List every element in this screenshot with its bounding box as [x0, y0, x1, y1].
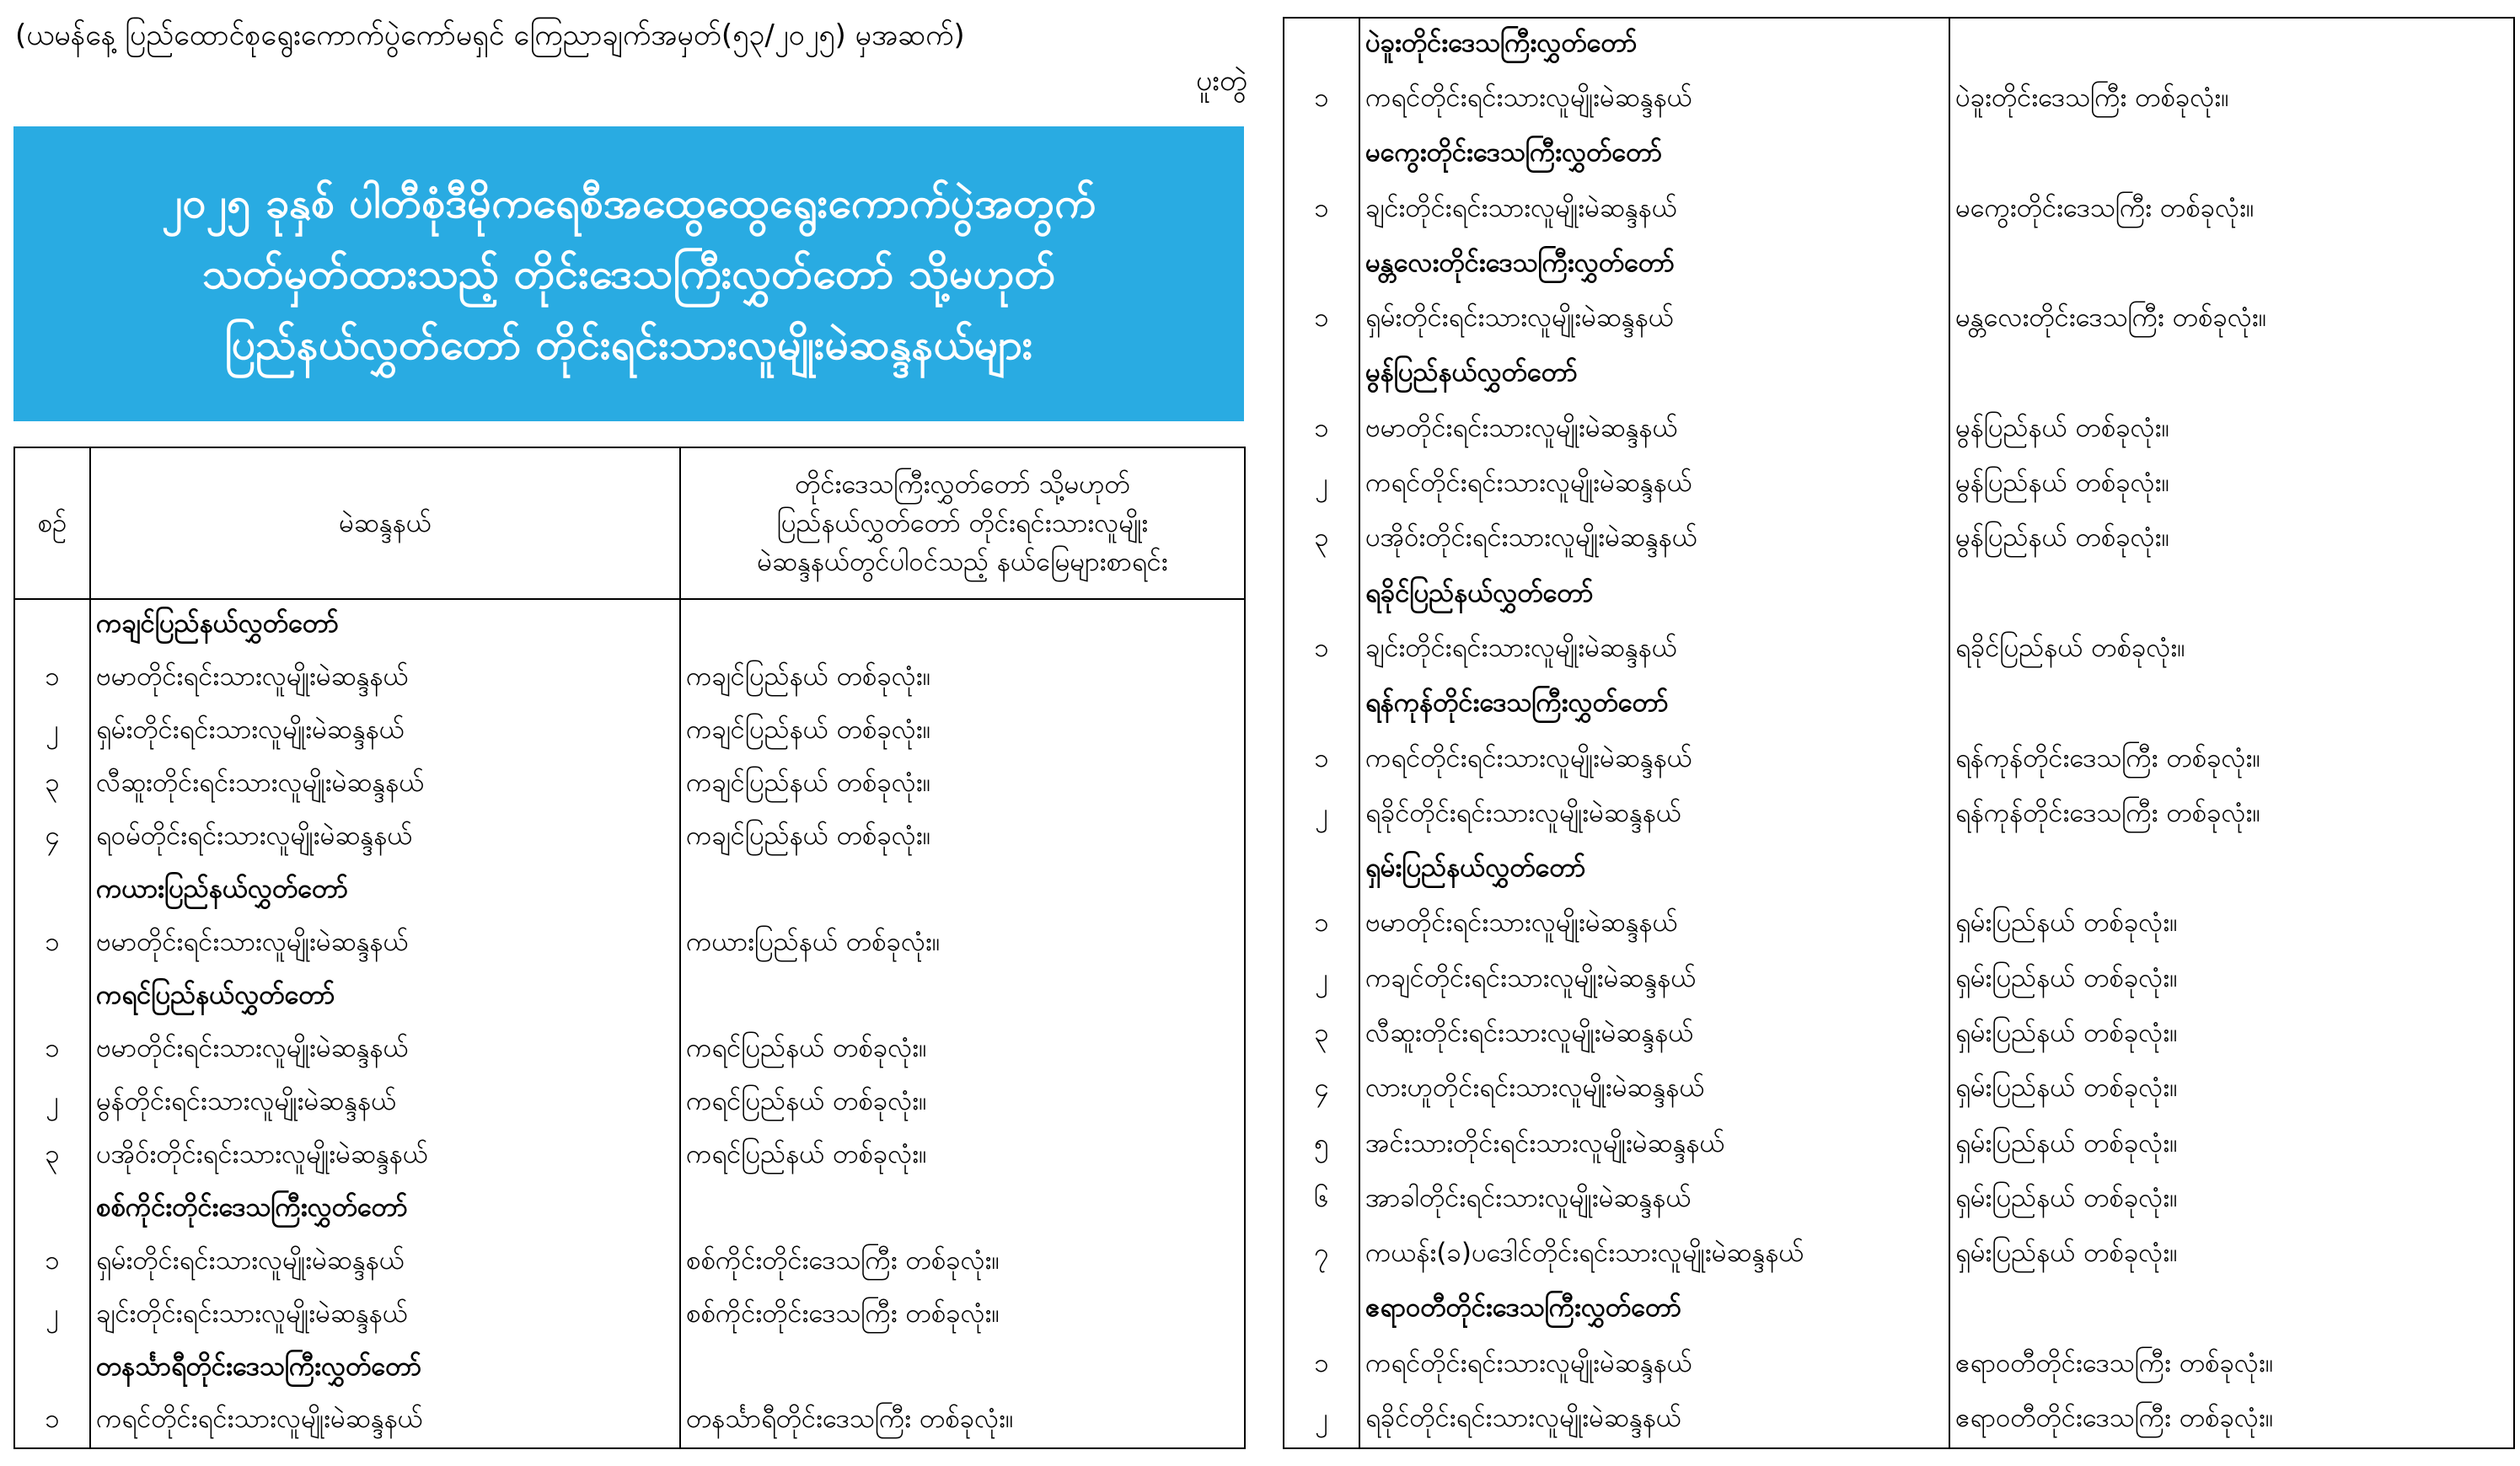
included-area: ကရင်ပြည်နယ် တစ်ခုလုံး။ [686, 1032, 927, 1063]
serial-number: ၂ [14, 705, 90, 758]
table-row [1284, 623, 2514, 677]
included-area: တနင်္သာရီတိုင်းဒေသကြီး တစ်ခုလုံး။ [686, 1404, 1014, 1434]
table-row [14, 1395, 1245, 1448]
section-serial-cell [1284, 238, 1359, 292]
included-area: ရှမ်းပြည်နယ် တစ်ခုလုံး။ [1955, 1073, 2178, 1104]
section-header-row [14, 971, 1245, 1024]
section-serial-cell [1284, 348, 1359, 403]
constituency-name: ဗမာတိုင်းရင်းသားလူမျိုးမဲဆန္ဒနယ် [90, 652, 680, 705]
section-title: ရှမ်းပြည်နယ်လွှတ်တော် [1359, 843, 1949, 897]
included-area: ပဲခူးတိုင်းဒေသကြီး တစ်ခုလုံး။ [1955, 82, 2229, 113]
included-area: ကချင်ပြည်နယ် တစ်ခုလုံး။ [686, 661, 931, 692]
table-row [14, 811, 1245, 864]
constituency-name: ကရင်တိုင်းရင်းသားလူမျိုးမဲဆန္ဒနယ် [1359, 72, 1949, 127]
table-row [1284, 788, 2514, 843]
serial-number: ၁ [1284, 733, 1359, 788]
serial-number: ၂ [14, 1289, 90, 1342]
serial-number: ၁ [14, 1024, 90, 1077]
section-area-cell [680, 1183, 1245, 1236]
included-area: ဧရာဝတီတိုင်းဒေသကြီး တစ်ခုလုံး။ [1955, 1402, 2274, 1433]
section-title: စစ်ကိုင်းတိုင်းဒေသကြီးလွှတ်တော် [90, 1183, 680, 1236]
table-row [1284, 513, 2514, 568]
section-header-row [14, 599, 1245, 652]
included-area: မွန်ပြည်နယ် တစ်ခုလုံး။ [1955, 468, 2169, 499]
constituency-name: ကရင်တိုင်းရင်းသားလူမျိုးမဲဆန္ဒနယ် [90, 1395, 680, 1448]
section-header-row [1284, 128, 2514, 183]
serial-number: ၁ [1284, 623, 1359, 677]
table-row [14, 705, 1245, 758]
serial-number: ၁ [1284, 1338, 1359, 1393]
table-row [1284, 1228, 2514, 1283]
included-area: ရှမ်းပြည်နယ် တစ်ခုလုံး။ [1955, 907, 2178, 939]
serial-number: ၅ [1284, 1118, 1359, 1173]
constituency-name: ကရင်တိုင်းရင်းသားလူမျိုးမဲဆန္ဒနယ် [1359, 1338, 1949, 1393]
serial-number: ၁ [1284, 898, 1359, 953]
included-area: ရှမ်းပြည်နယ် တစ်ခုလုံး။ [1955, 962, 2178, 993]
section-title: ရန်ကုန်တိုင်းဒေသကြီးလွှတ်တော် [1359, 678, 1949, 733]
table-row [14, 1130, 1245, 1183]
serial-number: ၆ [1284, 1173, 1359, 1228]
section-header-row [1284, 568, 2514, 623]
included-area: ကချင်ပြည်နယ် တစ်ခုလုံး။ [686, 714, 931, 745]
section-serial-cell [1284, 1283, 1359, 1338]
section-title: ကချင်ပြည်နယ်လွှတ်တော် [90, 599, 680, 652]
section-area-cell [680, 864, 1245, 918]
constituency-name: အင်းသားတိုင်းရင်းသားလူမျိုးမဲဆန္ဒနယ် [1359, 1118, 1949, 1173]
section-title: ပဲခူးတိုင်းဒေသကြီးလွှတ်တော် [1359, 18, 1949, 72]
constituency-name: လားဟူတိုင်းရင်းသားလူမျိုးမဲဆန္ဒနယ် [1359, 1063, 1949, 1118]
included-area: ကချင်ပြည်နယ် တစ်ခုလုံး။ [686, 767, 931, 798]
included-area: ရခိုင်ပြည်နယ် တစ်ခုလုံး။ [1955, 632, 2185, 663]
section-serial-cell [14, 1183, 90, 1236]
table-row [1284, 292, 2514, 347]
serial-number: ၃ [1284, 1008, 1359, 1062]
table-row [14, 1289, 1245, 1342]
included-area: မကွေးတိုင်းဒေသကြီး တစ်ခုလုံး။ [1955, 192, 2255, 223]
constituency-name: လီဆူးတိုင်းရင်းသားလူမျိုးမဲဆန္ဒနယ် [1359, 1008, 1949, 1062]
constituency-name: လီဆူးတိုင်းရင်းသားလူမျိုးမဲဆန္ဒနယ် [90, 758, 680, 811]
section-area-cell [1949, 1283, 2514, 1338]
serial-number: ၂ [1284, 457, 1359, 512]
table-body-left [14, 599, 1245, 1448]
section-serial-cell [14, 971, 90, 1024]
included-area: ကချင်ပြည်နယ် တစ်ခုလုံး။ [686, 820, 931, 851]
constituency-name: ကယန်း(ခ)ပဒေါင်တိုင်းရင်းသားလူမျိုးမဲဆန္ဒနယ် [1359, 1228, 1949, 1283]
included-area: မွန်ပြည်နယ် တစ်ခုလုံး။ [1955, 412, 2169, 443]
included-area: ရှမ်းပြည်နယ် တစ်ခုလုံး။ [1955, 1182, 2178, 1213]
table-row [14, 918, 1245, 971]
serial-number: ၁ [1284, 292, 1359, 347]
section-header-row [1284, 1283, 2514, 1338]
banner-title-line: သတ်မှတ်ထားသည့် တိုင်းဒေသကြီးလွှတ်တော် သို့မဟုတ် [201, 249, 1056, 298]
included-area: မန္တလေးတိုင်းဒေသကြီး တစ်ခုလုံး။ [1955, 302, 2267, 334]
serial-number: ၁ [14, 918, 90, 971]
section-header-row [1284, 238, 2514, 292]
section-area-cell [1949, 238, 2514, 292]
constituency-name: ဗမာတိုင်းရင်းသားလူမျိုးမဲဆန္ဒနယ် [90, 1024, 680, 1077]
constituency-name: ဗမာတိုင်းရင်းသားလူမျိုးမဲဆန္ဒနယ် [1359, 403, 1949, 457]
serial-number: ၁ [1284, 183, 1359, 238]
section-header-row [14, 1183, 1245, 1236]
section-header-row [1284, 348, 2514, 403]
section-serial-cell [14, 864, 90, 918]
constituency-name: အာခါတိုင်းရင်းသားလူမျိုးမဲဆန္ဒနယ် [1359, 1173, 1949, 1228]
banner-title-line: ၂၀၂၅ ခုနှစ် ပါတီစုံဒီမိုကရေစီအထွေထွေရွေးကောက်ပွဲအတွက် [162, 179, 1096, 227]
serial-number: ၃ [14, 1130, 90, 1183]
table-row [14, 652, 1245, 705]
table-row [1284, 1118, 2514, 1173]
header-areas-line: တိုင်းဒေသကြီးလွှတ်တော် သို့မဟုတ် [795, 469, 1130, 500]
constituency-table-left [13, 447, 1246, 1449]
constituency-name: ဗမာတိုင်းရင်းသားလူမျိုးမဲဆန္ဒနယ် [1359, 898, 1949, 953]
included-area: ကရင်ပြည်နယ် တစ်ခုလုံး။ [686, 1138, 927, 1169]
table-row [1284, 1063, 2514, 1118]
section-area-cell [1949, 128, 2514, 183]
table-row [14, 758, 1245, 811]
section-title: မွန်ပြည်နယ်လွှတ်တော် [1359, 348, 1949, 403]
section-serial-cell [1284, 568, 1359, 623]
table-body-right [1284, 18, 2514, 1448]
section-title: ကရင်ပြည်နယ်လွှတ်တော် [90, 971, 680, 1024]
constituency-name: ရှမ်းတိုင်းရင်းသားလူမျိုးမဲဆန္ဒနယ် [90, 705, 680, 758]
table-row [1284, 733, 2514, 788]
section-title: ဧရာဝတီတိုင်းဒေသကြီးလွှတ်တော် [1359, 1283, 1949, 1338]
constituency-table-right [1283, 17, 2515, 1449]
section-serial-cell [14, 599, 90, 652]
section-header-row [1284, 843, 2514, 897]
serial-number: ၂ [14, 1077, 90, 1130]
section-serial-cell [1284, 678, 1359, 733]
section-area-cell [1949, 843, 2514, 897]
serial-number: ၁ [14, 1395, 90, 1448]
section-serial-cell [14, 1342, 90, 1395]
constituency-name: ကရင်တိုင်းရင်းသားလူမျိုးမဲဆန္ဒနယ် [1359, 733, 1949, 788]
constituency-name: ရခိုင်တိုင်းရင်းသားလူမျိုးမဲဆန္ဒနယ် [1359, 788, 1949, 843]
serial-number: ၁ [1284, 72, 1359, 127]
table-row [14, 1236, 1245, 1289]
constituency-name: ကရင်တိုင်းရင်းသားလူမျိုးမဲဆန္ဒနယ် [1359, 457, 1949, 512]
section-title: ရခိုင်ပြည်နယ်လွှတ်တော် [1359, 568, 1949, 623]
serial-number: ၇ [1284, 1228, 1359, 1283]
section-area-cell [680, 599, 1245, 652]
included-area: ရန်ကုန်တိုင်းဒေသကြီး တစ်ခုလုံး။ [1955, 742, 2260, 773]
included-area: စစ်ကိုင်းတိုင်းဒေသကြီး တစ်ခုလုံး။ [686, 1297, 1000, 1329]
table-row [1284, 72, 2514, 127]
included-area: ရှမ်းပြည်နယ် တစ်ခုလုံး။ [1955, 1238, 2178, 1269]
table-header-row [14, 447, 1245, 599]
section-title: မန္တလေးတိုင်းဒေသကြီးလွှတ်တော် [1359, 238, 1949, 292]
section-title: ကယားပြည်နယ်လွှတ်တော် [90, 864, 680, 918]
table-row [1284, 403, 2514, 457]
section-area-cell [680, 1342, 1245, 1395]
table-row [1284, 1008, 2514, 1062]
included-area: မွန်ပြည်နယ် တစ်ခုလုံး။ [1955, 522, 2169, 554]
section-header-row [1284, 18, 2514, 72]
constituency-name: ပအိုဝ်းတိုင်းရင်းသားလူမျိုးမဲဆန္ဒနယ် [1359, 513, 1949, 568]
constituency-name: ရှမ်းတိုင်းရင်းသားလူမျိုးမဲဆန္ဒနယ် [1359, 292, 1949, 347]
serial-number: ၃ [1284, 513, 1359, 568]
header-areas-line: ပြည်နယ်လွှတ်တော် တိုင်းရင်းသားလူမျိုး [776, 508, 1149, 538]
table-row [14, 1077, 1245, 1130]
constituency-name: ဗမာတိုင်းရင်းသားလူမျိုးမဲဆန္ဒနယ် [90, 918, 680, 971]
table-row [14, 1024, 1245, 1077]
table-row [1284, 953, 2514, 1008]
banner-title-line: ပြည်နယ်လွှတ်တော် တိုင်းရင်းသားလူမျိုးမဲဆန္ဒနယ်များ [224, 320, 1033, 369]
section-header-row [14, 1342, 1245, 1395]
constituency-name: ချင်းတိုင်းရင်းသားလူမျိုးမဲဆန္ဒနယ် [1359, 623, 1949, 677]
section-area-cell [1949, 18, 2514, 72]
serial-number: ၂ [1284, 953, 1359, 1008]
constituency-name: ရဝမ်တိုင်းရင်းသားလူမျိုးမဲဆန္ဒနယ် [90, 811, 680, 864]
continuation-note: (ယမန်နေ့ ပြည်ထောင်စုရွေးကောက်ပွဲကော်မရှင် ကြေညာချက်အမှတ်(၅၃/၂၀၂၅) မှအဆက်) [15, 19, 965, 52]
serial-number: ၁ [14, 1236, 90, 1289]
table-row [1284, 457, 2514, 512]
section-area-cell [1949, 348, 2514, 403]
serial-number: ၂ [1284, 1393, 1359, 1448]
table-row [1284, 1173, 2514, 1228]
serial-number: ၄ [1284, 1063, 1359, 1118]
section-serial-cell [1284, 843, 1359, 897]
header-constituency: မဲဆန္ဒနယ် [90, 447, 680, 599]
serial-number: ၁ [1284, 403, 1359, 457]
table-row [1284, 1393, 2514, 1448]
section-area-cell [1949, 678, 2514, 733]
section-serial-cell [1284, 128, 1359, 183]
header-areas [680, 447, 1245, 599]
table-row [1284, 183, 2514, 238]
included-area: ကယားပြည်နယ် တစ်ခုလုံး။ [686, 926, 941, 957]
included-area: ရန်ကုန်တိုင်းဒေသကြီး တစ်ခုလုံး။ [1955, 797, 2260, 828]
serial-number: ၁ [14, 652, 90, 705]
constituency-name: ပအိုဝ်းတိုင်းရင်းသားလူမျိုးမဲဆန္ဒနယ် [90, 1130, 680, 1183]
table-row [1284, 1338, 2514, 1393]
constituency-name: ချင်းတိုင်းရင်းသားလူမျိုးမဲဆန္ဒနယ် [1359, 183, 1949, 238]
constituency-name: ကချင်တိုင်းရင်းသားလူမျိုးမဲဆန္ဒနယ် [1359, 953, 1949, 1008]
included-area: ဧရာဝတီတိုင်းဒေသကြီး တစ်ခုလုံး။ [1955, 1347, 2274, 1378]
included-area: ကရင်ပြည်နယ် တစ်ခုလုံး။ [686, 1085, 927, 1116]
section-title: တနင်္သာရီတိုင်းဒေသကြီးလွှတ်တော် [90, 1342, 680, 1395]
header-areas-line: မဲဆန္ဒနယ်တွင်ပါဝင်သည့် နယ်မြေများစာရင်း [757, 547, 1168, 577]
header-serial: စဉ် [14, 447, 90, 599]
constituency-name: ချင်းတိုင်းရင်းသားလူမျိုးမဲဆန္ဒနယ် [90, 1289, 680, 1342]
title-banner [13, 126, 1244, 421]
constituency-name: ရခိုင်တိုင်းရင်းသားလူမျိုးမဲဆန္ဒနယ် [1359, 1393, 1949, 1448]
included-area: ရှမ်းပြည်နယ် တစ်ခုလုံး။ [1955, 1017, 2178, 1048]
serial-number: ၂ [1284, 788, 1359, 843]
section-area-cell [1949, 568, 2514, 623]
location-label: ပူးတွဲ [1195, 64, 1247, 98]
section-header-row [1284, 678, 2514, 733]
serial-number: ၃ [14, 758, 90, 811]
section-title: မကွေးတိုင်းဒေသကြီးလွှတ်တော် [1359, 128, 1949, 183]
section-serial-cell [1284, 18, 1359, 72]
section-header-row [14, 864, 1245, 918]
included-area: ရှမ်းပြည်နယ် တစ်ခုလုံး။ [1955, 1127, 2178, 1158]
table-row [1284, 898, 2514, 953]
included-area: စစ်ကိုင်းတိုင်းဒေသကြီး တစ်ခုလုံး။ [686, 1244, 1000, 1276]
section-area-cell [680, 971, 1245, 1024]
constituency-name: မွန်တိုင်းရင်းသားလူမျိုးမဲဆန္ဒနယ် [90, 1077, 680, 1130]
serial-number: ၄ [14, 811, 90, 864]
constituency-name: ရှမ်းတိုင်းရင်းသားလူမျိုးမဲဆန္ဒနယ် [90, 1236, 680, 1289]
